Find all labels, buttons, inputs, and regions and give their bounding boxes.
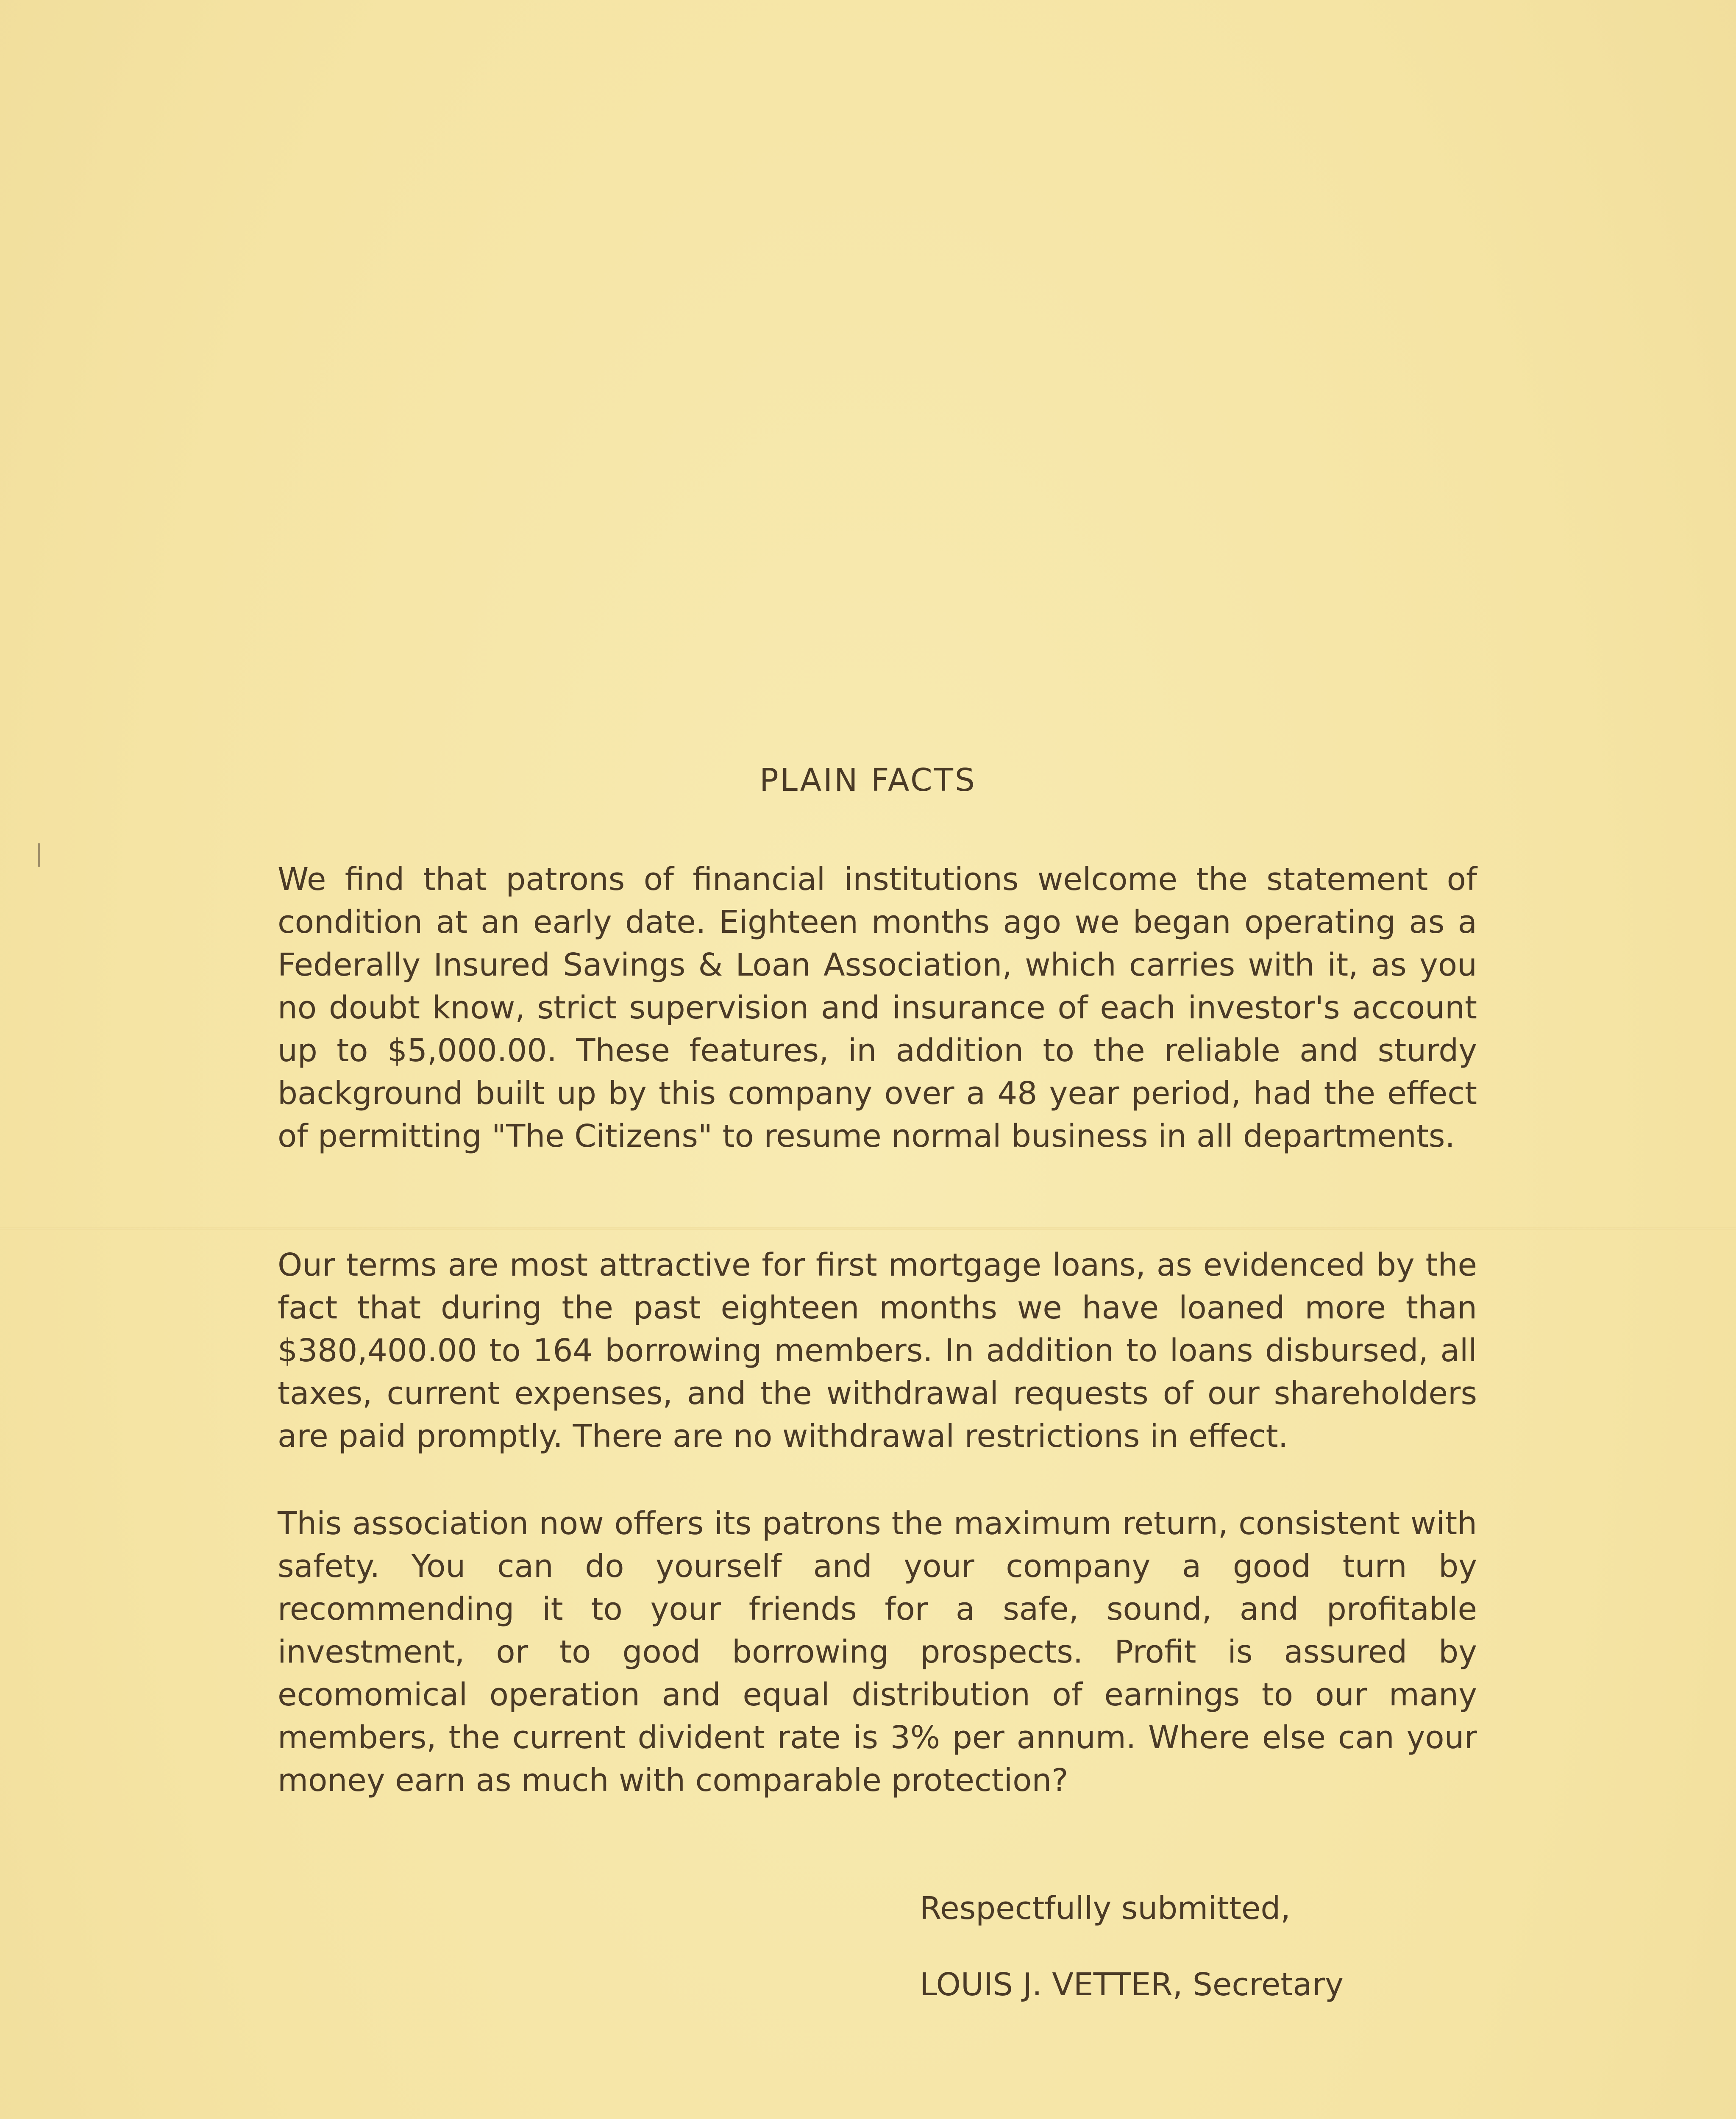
- fold-line: [0, 1227, 1736, 1230]
- paragraph-2-text: Our terms are most attractive for first mortgage loans, as evidenced by the fact that during the past eighteen months we have loaned more than $380,400.00 to 164 borrowing members. In addition to loans disbursed, all taxes, current expenses, and the withdrawal requests of our shareholders are paid promptly. There are no withdrawal restrictions in effect.: [278, 1247, 1477, 1454]
- document-title: PLAIN FACTS: [760, 762, 976, 798]
- paragraph-2: [278, 1244, 1477, 1458]
- paragraph-3-text: This association now offers its patrons the maximum return, consistent with safety. You can do yourself and your company a good turn by recommending it to your friends for a safe, sound, and profitable investment, or to good borrowing prospects. Profit is assured by ecomomical operation and equal distribution of earnings to our many members, the current divident rate is 3% per annum. Where else can your money earn as much with comparable protection?: [278, 1505, 1477, 1799]
- edge-tick: [38, 843, 40, 867]
- closing-line: Respectfully submitted,: [920, 1890, 1291, 1927]
- paragraph-1-text: We find that patrons of financial institutions welcome the statement of condition at an early date. Eighteen months ago we began operating as a Federally Insured Savings & Loan Association, which carries with it, as you no doubt know, strict supervision and insurance of each investor's account up to $5,000.00. These features, in addition to the reliable and sturdy background built up by this company over a 48 year period, had the effect of permitting "The Citizens" to resume normal business in all departments.: [278, 861, 1477, 1154]
- paragraph-3: [278, 1502, 1477, 1802]
- paragraph-1: [278, 858, 1477, 1158]
- signature-line: LOUIS J. VETTER, Secretary: [920, 1966, 1344, 2003]
